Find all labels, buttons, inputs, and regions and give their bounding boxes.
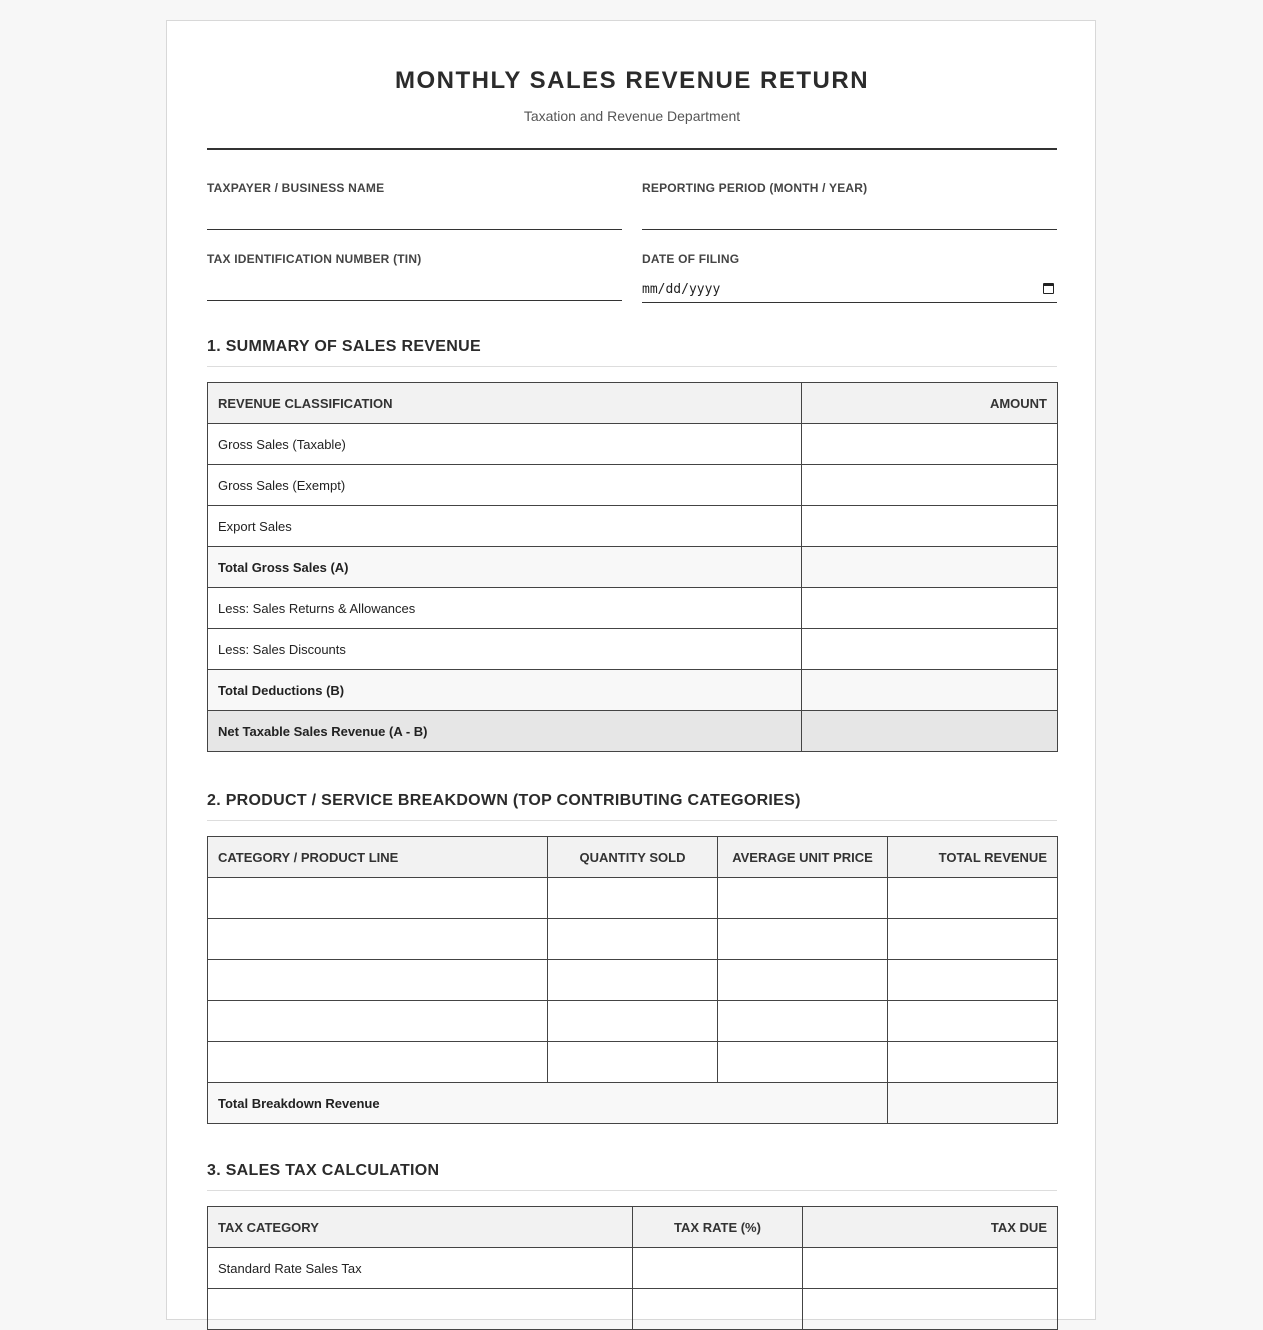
unit-price-cell[interactable] [718,878,888,919]
column-header: QUANTITY SOLD [548,837,718,878]
quantity-cell[interactable] [548,1042,718,1083]
quantity-cell[interactable] [548,878,718,919]
table-header-row [208,383,1058,424]
tin-input[interactable] [207,280,622,301]
tin-label: TAX IDENTIFICATION NUMBER (TIN) [207,252,422,266]
table-row [208,424,1058,465]
row-label: Gross Sales (Exempt) [208,465,802,506]
row-label: Less: Sales Returns & Allowances [208,588,802,629]
date-of-filing-input[interactable] [642,280,1057,303]
date-of-filing-label: DATE OF FILING [642,252,740,266]
revenue-cell[interactable] [888,1083,1058,1124]
form-subtitle: Taxation and Revenue Department [523,108,741,124]
column-header: AVERAGE UNIT PRICE [718,837,888,878]
calendar-icon[interactable] [1043,283,1054,294]
section-1-title: 1. SUMMARY OF SALES REVENUE [207,338,1057,367]
sales-summary-table [207,382,1058,752]
quantity-cell[interactable] [548,960,718,1001]
revenue-cell[interactable] [888,919,1058,960]
row-label: Less: Sales Discounts [208,629,802,670]
business-name-field [207,181,622,230]
form-title: MONTHLY SALES REVENUE RETURN [394,67,870,94]
table-row [208,1042,1058,1083]
form-page [166,20,1096,1320]
row-label: Total Deductions (B) [208,670,802,711]
category-cell[interactable] [208,1001,548,1042]
date-of-filing-field [642,252,1057,303]
amount-cell[interactable] [802,629,1058,670]
section-3-title: 3. SALES TAX CALCULATION [207,1162,1057,1191]
amount-cell[interactable] [802,711,1058,752]
revenue-cell[interactable] [888,878,1058,919]
tax-rate-cell[interactable] [633,1248,803,1289]
business-name-input[interactable] [207,209,622,230]
unit-price-cell[interactable] [718,919,888,960]
column-header: TAX CATEGORY [208,1207,633,1248]
header-divider [207,148,1057,150]
table-header-row [208,1207,1058,1248]
reporting-period-input[interactable] [642,209,1057,230]
product-breakdown-table [207,836,1058,1124]
amount-cell[interactable] [802,424,1058,465]
subtotal-row [208,670,1058,711]
category-cell[interactable] [208,1042,548,1083]
table-header-row [208,837,1058,878]
tax-rate-cell[interactable] [633,1289,803,1330]
total-row [208,711,1058,752]
row-label: Gross Sales (Taxable) [208,424,802,465]
column-header: CATEGORY / PRODUCT LINE [208,837,548,878]
row-label [208,1289,633,1330]
tax-due-cell[interactable] [803,1289,1058,1330]
sales-tax-table [207,1206,1058,1330]
amount-cell[interactable] [802,506,1058,547]
category-cell[interactable] [208,919,548,960]
revenue-cell[interactable] [888,1042,1058,1083]
amount-cell[interactable] [802,547,1058,588]
unit-price-cell[interactable] [718,960,888,1001]
row-label: Export Sales [208,506,802,547]
category-cell[interactable] [208,960,548,1001]
quantity-cell[interactable] [548,919,718,960]
column-header: TOTAL REVENUE [888,837,1058,878]
amount-cell[interactable] [802,670,1058,711]
table-row [208,878,1058,919]
date-placeholder: mm/dd/yyyy [642,282,721,297]
row-label: Standard Rate Sales Tax [208,1248,633,1289]
row-label: Net Taxable Sales Revenue (A - B) [208,711,802,752]
table-row [208,960,1058,1001]
table-row [208,588,1058,629]
column-header: AMOUNT [802,383,1058,424]
tax-due-cell[interactable] [803,1248,1058,1289]
table-row [208,1248,1058,1289]
column-header: REVENUE CLASSIFICATION [208,383,802,424]
reporting-period-field [642,181,1057,230]
section-2-title: 2. PRODUCT / SERVICE BREAKDOWN (TOP CONTRIBUTING CATEGORIES) [207,792,1057,821]
revenue-cell[interactable] [888,1001,1058,1042]
business-name-label: TAXPAYER / BUSINESS NAME [207,181,385,195]
table-row [208,629,1058,670]
amount-cell[interactable] [802,588,1058,629]
row-label: Total Gross Sales (A) [208,547,802,588]
table-row [208,1001,1058,1042]
row-label: Total Breakdown Revenue [208,1083,888,1124]
unit-price-cell[interactable] [718,1042,888,1083]
table-row [208,506,1058,547]
table-row [208,465,1058,506]
reporting-period-label: REPORTING PERIOD (MONTH / YEAR) [642,181,868,195]
amount-cell[interactable] [802,465,1058,506]
quantity-cell[interactable] [548,1001,718,1042]
column-header: TAX DUE [803,1207,1058,1248]
column-header: TAX RATE (%) [633,1207,803,1248]
revenue-cell[interactable] [888,960,1058,1001]
subtotal-row [208,1083,1058,1124]
table-row [208,1289,1058,1330]
category-cell[interactable] [208,878,548,919]
table-row [208,919,1058,960]
unit-price-cell[interactable] [718,1001,888,1042]
subtotal-row [208,547,1058,588]
tin-field [207,252,622,301]
